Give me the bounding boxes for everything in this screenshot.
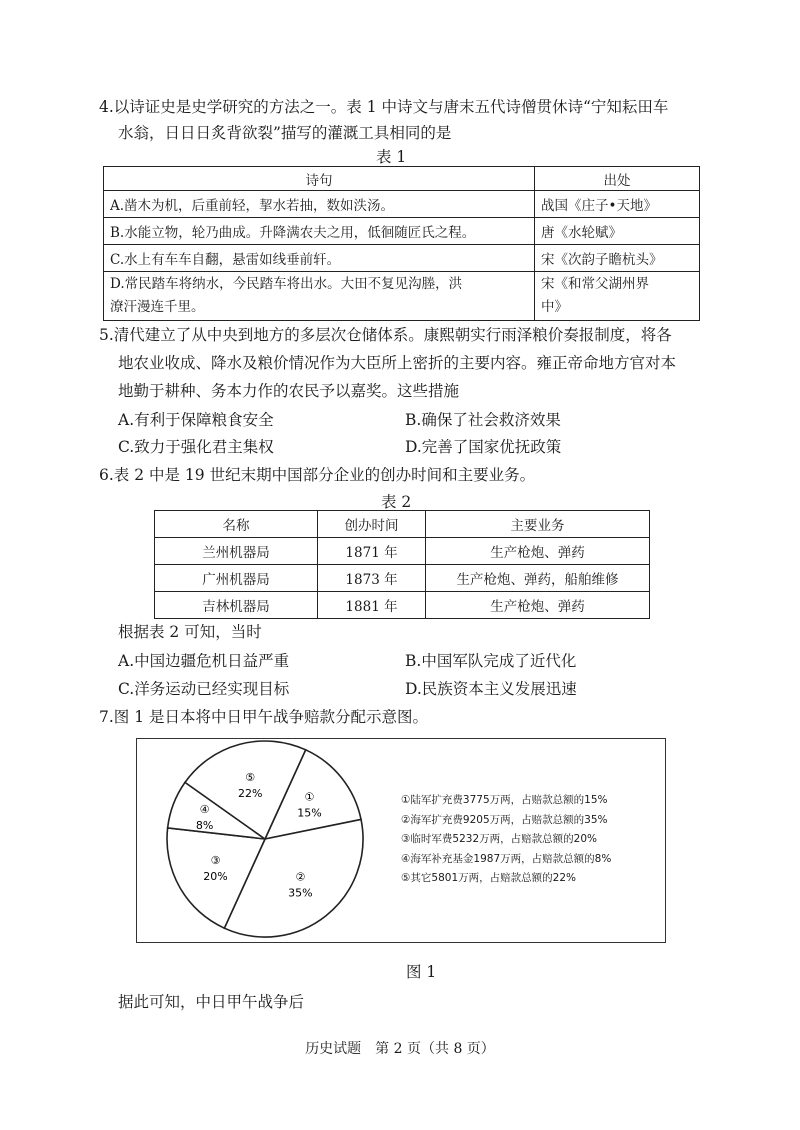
- source-cell: 宋《次韵子瞻杭头》: [535, 245, 700, 272]
- business-cell: 生产枪炮、弹药，船舶维修: [426, 565, 650, 592]
- legend-item: ④海军补充基金1987万两，占赔款总额的8%: [401, 852, 612, 865]
- q5-option-b: B.确保了社会救济效果: [405, 411, 561, 429]
- slice-number-label: ④: [199, 802, 210, 816]
- q6-stem-line1: 6.表 2 中是 19 世纪末期中国部分企业的创办时间和主要业务。: [99, 466, 536, 484]
- table-row: [155, 565, 650, 592]
- q7-stem-line1: 7.图 1 是日本将中日甲午战争赔款分配示意图。: [99, 708, 429, 726]
- q4-stem-line2: 水翁，日日日炙背欲裂”描写的灌溉工具相同的是: [118, 124, 452, 142]
- q4-stem-line1: 4.以诗证史是史学研究的方法之一。表 1 中诗文与唐末五代诗僧贯休诗“宁知耘田车: [99, 98, 669, 116]
- source-cell: 战国《庄子•天地》: [535, 191, 700, 218]
- header-year: 创办时间: [318, 511, 426, 538]
- figure1-caption: 图 1: [406, 963, 437, 981]
- name-cell: 吉林机器局: [155, 592, 318, 619]
- page-footer: 历史试题 第 2 页（共 8 页）: [305, 1041, 495, 1057]
- table1-caption: 表 1: [376, 148, 407, 166]
- table-row: [104, 245, 700, 272]
- header-source: 出处: [535, 167, 700, 191]
- pie-chart: [137, 739, 377, 942]
- chart-legend: [401, 791, 611, 889]
- year-cell: 1871 年: [318, 538, 426, 565]
- slice-number-label: ①: [304, 790, 315, 804]
- q7-stem: 据此可知，中日甲午战争后: [118, 993, 305, 1011]
- figure-1: [136, 738, 666, 943]
- q6-stem: 根据表 2 可知，当时: [118, 623, 262, 641]
- verse-line: D.常民踏车将纳水，今民踏车将出水。大田不复见沟塍，洪: [110, 276, 463, 292]
- q6-option-c: C.洋务运动已经实现目标: [118, 680, 290, 698]
- table2-caption: 表 2: [381, 493, 412, 511]
- business-cell: 生产枪炮、弹药: [426, 592, 650, 619]
- q5-option-a: A.有利于保障粮食安全: [118, 411, 274, 429]
- slice-percent-label: 15%: [297, 806, 322, 820]
- year-cell: 1873 年: [318, 565, 426, 592]
- name-cell: 广州机器局: [155, 565, 318, 592]
- q6-option-a: A.中国边疆危机日益严重: [118, 652, 290, 670]
- table-row: [104, 191, 700, 218]
- source-cell: 唐《水轮赋》: [535, 218, 700, 245]
- header-business: 主要业务: [426, 511, 650, 538]
- name-cell: 兰州机器局: [155, 538, 318, 565]
- slice-number-label: ②: [295, 870, 306, 884]
- slice-number-label: ③: [210, 853, 221, 867]
- verse-line: 潦汗漫连千里。: [110, 299, 205, 315]
- q5-option-d: D.完善了国家优抚政策: [405, 438, 562, 456]
- q5-option-c: C.致力于强化君主集权: [118, 438, 274, 456]
- year-cell: 1881 年: [318, 592, 426, 619]
- q5-stem-line1: 5.清代建立了从中央到地方的多层次仓储体系。康熙朝实行雨泽粮价奏报制度，将各: [99, 326, 672, 344]
- verse-cell: B.水能立物，轮乃曲成。升降满农夫之用，低徊随匠氏之程。: [104, 218, 535, 245]
- table-header-row: [104, 167, 700, 191]
- business-cell: 生产枪炮、弹药: [426, 538, 650, 565]
- slice-percent-label: 20%: [203, 869, 228, 883]
- verse-cell: A.凿木为机，后重前轻，挈水若抽，数如泆汤。: [104, 191, 535, 218]
- table-2: [154, 510, 650, 619]
- header-name: 名称: [155, 511, 318, 538]
- table-row: [155, 592, 650, 619]
- table-row: [155, 538, 650, 565]
- table-header-row: [155, 511, 650, 538]
- header-verse: 诗句: [104, 167, 535, 191]
- legend-item: ③临时军费5232万两，占赔款总额的20%: [401, 833, 597, 845]
- verse-cell: [104, 272, 535, 321]
- table-row: [104, 218, 700, 245]
- slice-percent-label: 35%: [288, 886, 313, 900]
- q6-option-d: D.民族资本主义发展迅速: [405, 680, 577, 698]
- slice-percent-label: 8%: [195, 818, 214, 832]
- q5-stem-line2: 地农业收成、降水及粮价情况作为大臣所上密折的主要内容。雍正帝命地方官对本: [118, 354, 677, 372]
- table-row: [104, 272, 700, 321]
- q5-stem-line3: 地勤于耕种、务本力作的农民予以嘉奖。这些措施: [118, 382, 460, 400]
- slice-percent-label: 22%: [237, 787, 263, 801]
- table-1: [103, 166, 700, 321]
- legend-item: ⑤其它5801万两，占赔款总额的22%: [401, 872, 576, 884]
- slice-number-label: ⑤: [245, 771, 256, 785]
- source-line: 中》: [541, 299, 568, 315]
- q6-option-b: B.中国军队完成了近代化: [405, 652, 577, 670]
- verse-cell: C.水上有车车自翻，悬雷如线垂前轩。: [104, 245, 535, 272]
- source-cell: [535, 272, 700, 321]
- legend-item: ②海军扩充费9205万两，占赔款总额的35%: [401, 813, 608, 826]
- legend-item: ①陆军扩充费3775万两，占赔款总额的15%: [401, 794, 608, 806]
- source-line: 宋《和常父湖州界: [541, 276, 649, 292]
